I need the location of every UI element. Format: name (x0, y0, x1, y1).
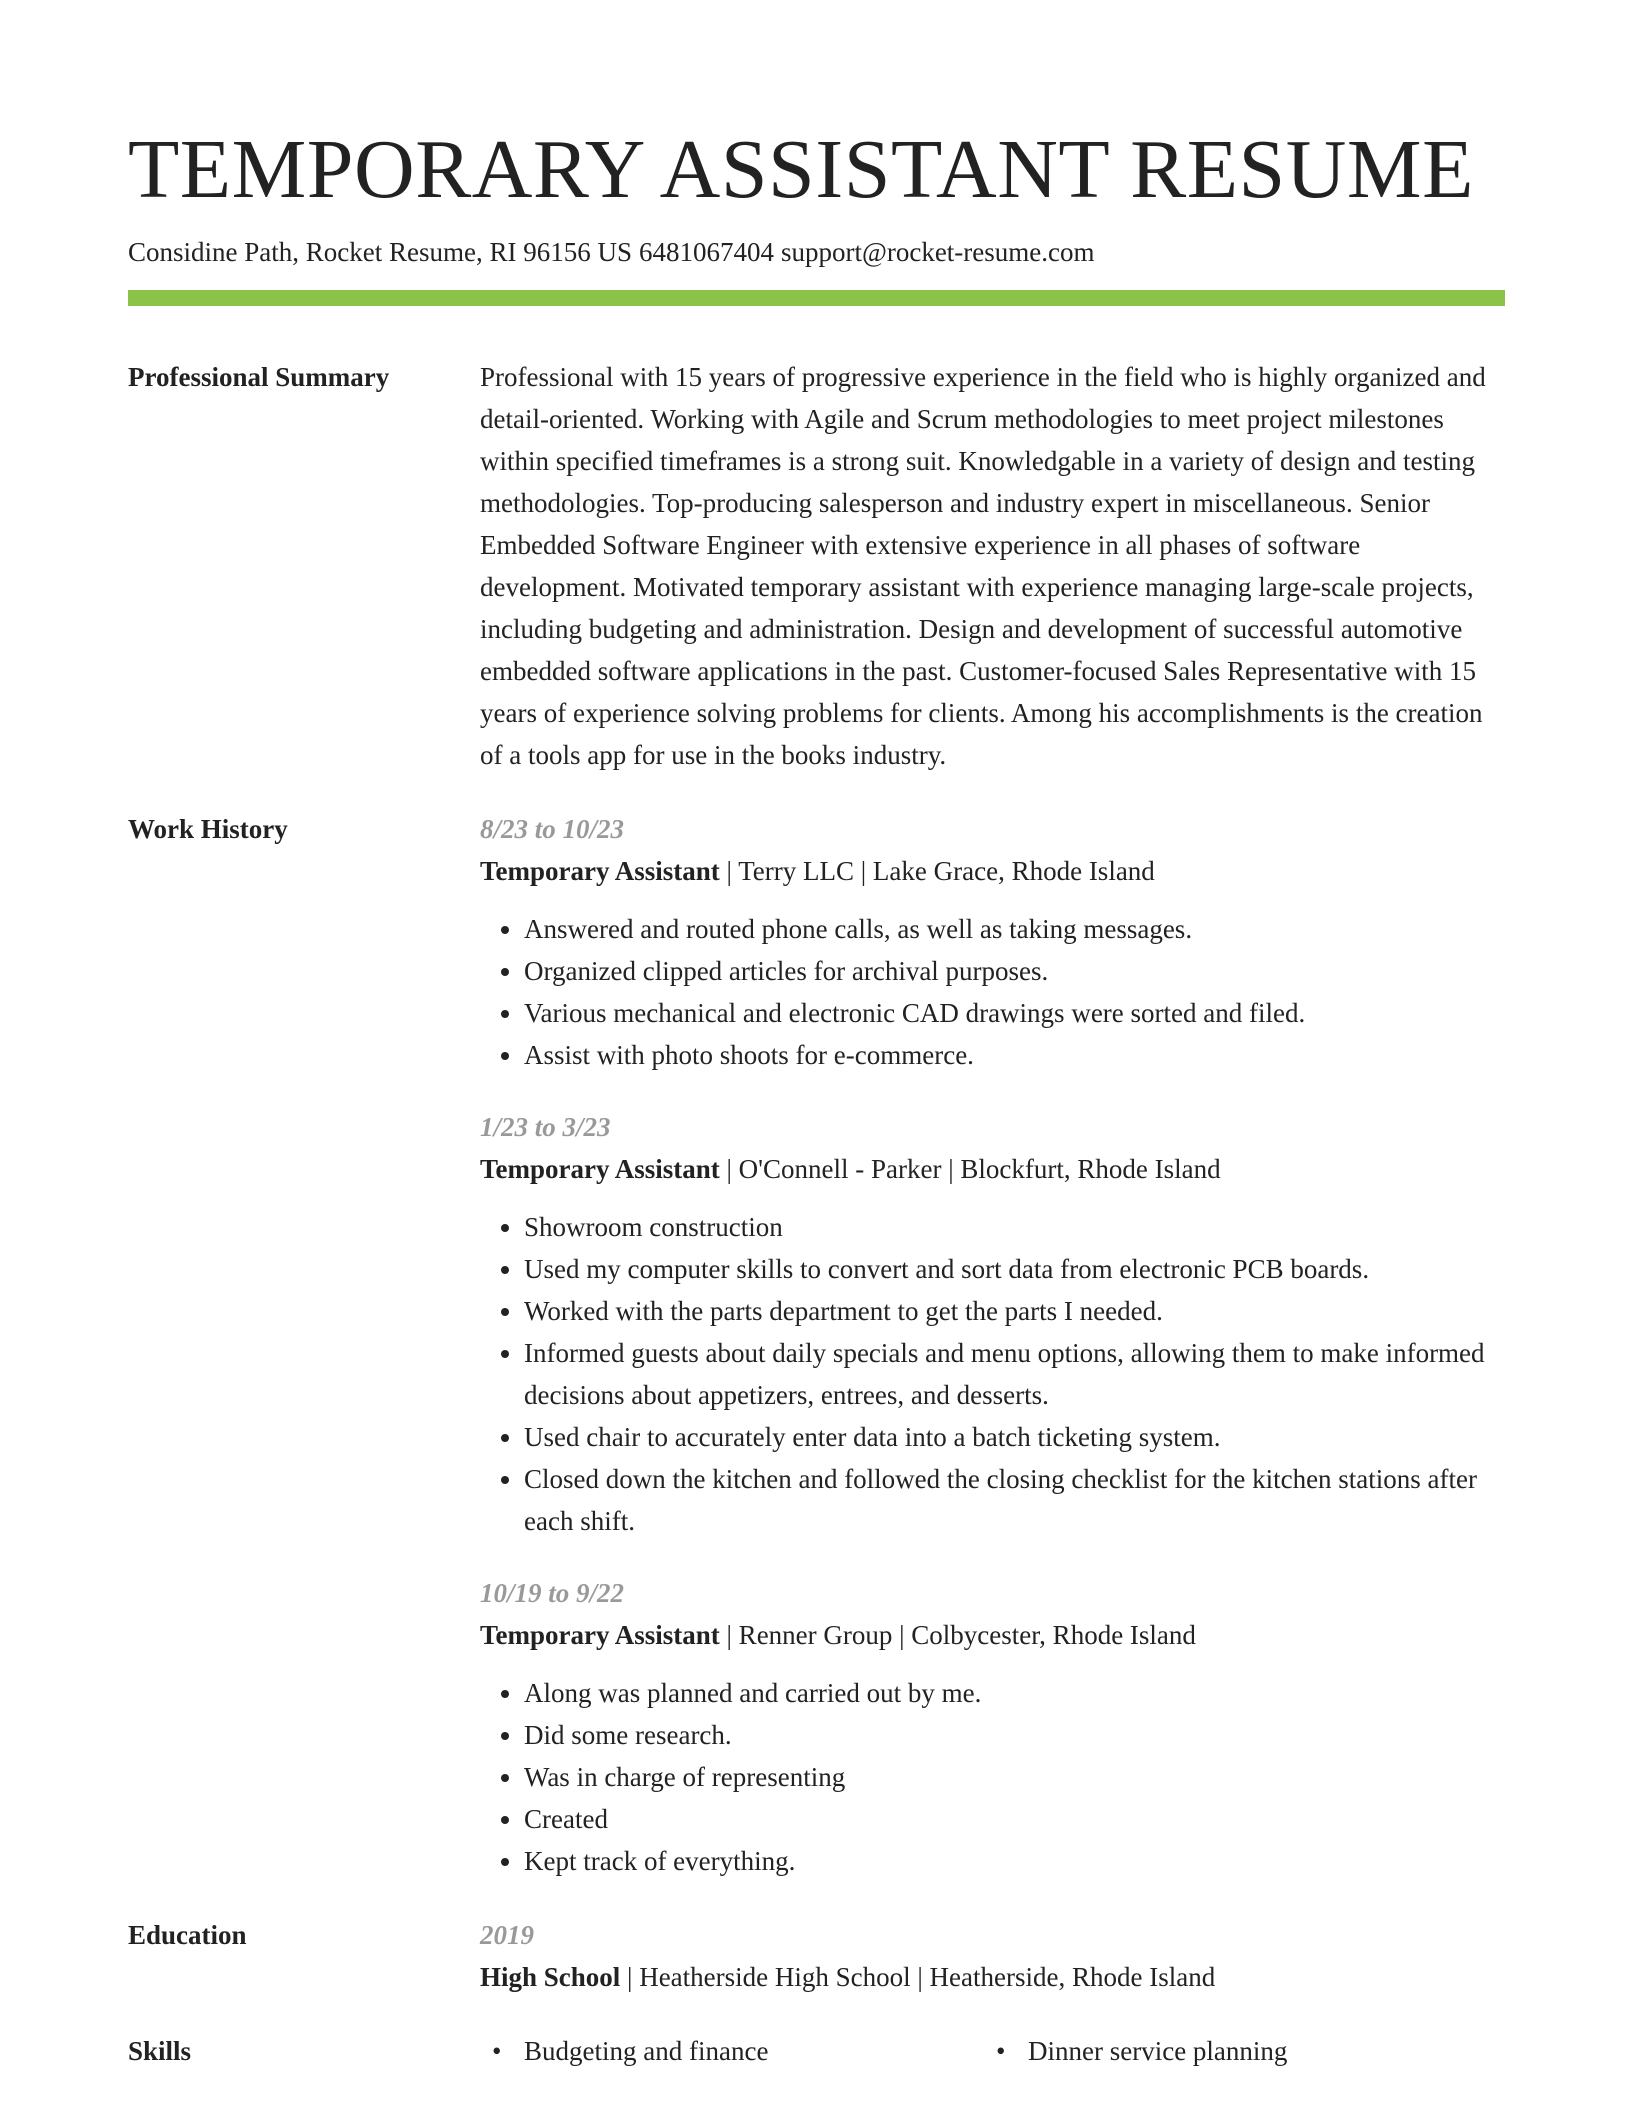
contact-phone: 6481067404 (638, 237, 774, 267)
job-title-line (480, 1614, 1505, 1656)
job-details: | O'Connell - Parker | Blockfurt, Rhode Island (719, 1154, 1221, 1184)
skills-heading: Skills (128, 2036, 192, 2066)
summary-body (480, 356, 1505, 776)
job-dates: 1/23 to 3/23 (480, 1112, 611, 1142)
job-duty: • Was in charge of representing (524, 1756, 1505, 1798)
job-duty: • Along was planned and carried out by me. (524, 1672, 1505, 1714)
job-entry (480, 808, 1505, 1076)
education-heading: Education (128, 1920, 247, 1950)
job-title-line (480, 850, 1505, 892)
education-section (128, 1914, 1505, 1998)
contact-address: Considine Path, Rocket Resume, RI 96156 US (128, 237, 632, 267)
skills-body (480, 2030, 1505, 2072)
job-duties (480, 908, 1505, 1076)
work-history-section (128, 808, 1505, 1882)
work-history-heading: Work History (128, 814, 288, 844)
job-duty: • Worked with the parts department to get the parts I needed. (524, 1290, 1505, 1332)
job-duty: • Created (524, 1798, 1505, 1840)
job-duty: • Organized clipped articles for archival purposes. (524, 950, 1505, 992)
skills-list (480, 2030, 1505, 2072)
skill-item: • Budgeting and finance (480, 2030, 984, 2072)
job-details: | Terry LLC | Lake Grace, Rhode Island (719, 856, 1155, 886)
skills-section (128, 2030, 1505, 2072)
summary-section (128, 356, 1505, 776)
resume-title: TEMPORARY ASSISTANT RESUME (128, 123, 1474, 216)
job-duty: • Kept track of everything. (524, 1840, 1505, 1882)
job-entry (480, 1106, 1505, 1542)
education-line (480, 1956, 1505, 1998)
job-entry (480, 1572, 1505, 1882)
work-history-body (480, 808, 1505, 1882)
job-duty: • Assist with photo shoots for e-commerce. (524, 1034, 1505, 1076)
job-duties (480, 1672, 1505, 1882)
header-divider (128, 290, 1505, 306)
job-duty: • Showroom construction (524, 1206, 1505, 1248)
job-duty: • Answered and routed phone calls, as well as taking messages. (524, 908, 1505, 950)
contact-email: support@rocket-resume.com (780, 237, 1095, 267)
job-duty: • Various mechanical and electronic CAD drawings were sorted and filed. (524, 992, 1505, 1034)
job-duty: • Used my computer skills to convert and sort data from electronic PCB boards. (524, 1248, 1505, 1290)
summary-text: Professional with 15 years of progressive experience in the field who is highly organized and detail-oriented. Working with Agile and Scrum methodologies to meet project milestones within specified timeframes is a strong suit. Knowledgable in a variety of design and testing methodologies. Top-producing salesperson and industry expert in miscellaneous. Senior Embedded Software Engineer with extensive experience in all phases of software development. Motivated temporary assistant with experience managing large-scale projects, including budgeting and administration. Design and development of successful automotive embedded software applications in the past. Customer-focused Sales Representative with 15 years of experience solving problems for clients. Among his accomplishments is the creation of a tools app for use in the books industry. (480, 362, 1486, 770)
education-details: | Heatherside High School | Heatherside, Rhode Island (620, 1962, 1216, 1992)
job-dates: 10/19 to 9/22 (480, 1578, 625, 1608)
summary-heading: Professional Summary (128, 362, 390, 392)
education-body (480, 1914, 1505, 1998)
job-title: Temporary Assistant (480, 1154, 720, 1184)
education-year: 2019 (480, 1920, 534, 1950)
job-duty: • Used chair to accurately enter data into a batch ticketing system. (524, 1416, 1505, 1458)
skill-item: • Dinner service planning (984, 2030, 1505, 2072)
job-title-line (480, 1148, 1505, 1190)
contact-line (128, 234, 1505, 270)
job-title: Temporary Assistant (480, 1620, 720, 1650)
job-duties (480, 1206, 1505, 1542)
job-duty: • Did some research. (524, 1714, 1505, 1756)
job-dates: 8/23 to 10/23 (480, 814, 625, 844)
education-degree: High School (480, 1962, 621, 1992)
job-duty: • Informed guests about daily specials and menu options, allowing them to make informed decisions about appetizers, entrees, and desserts. (524, 1332, 1505, 1416)
job-details: | Renner Group | Colbycester, Rhode Island (719, 1620, 1196, 1650)
job-title: Temporary Assistant (480, 856, 720, 886)
job-duty: • Closed down the kitchen and followed the closing checklist for the kitchen stations after each shift. (524, 1458, 1505, 1542)
